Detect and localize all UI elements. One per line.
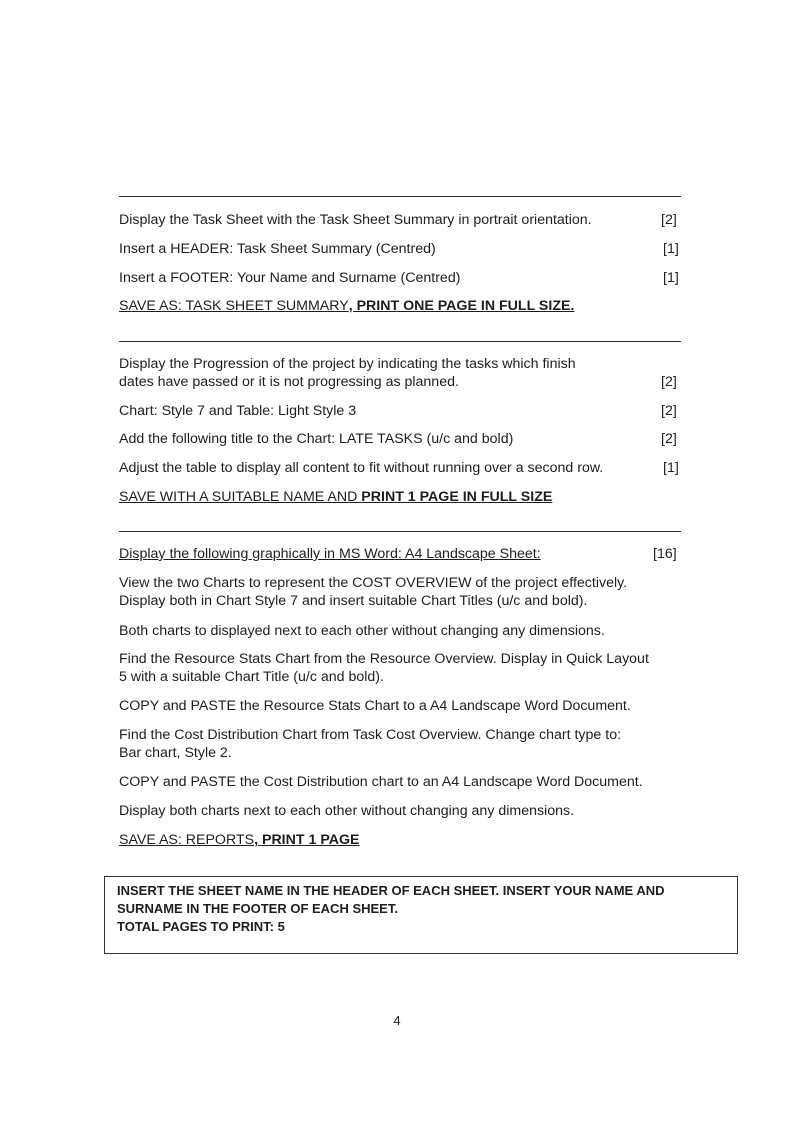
s3-save-instruction: [119, 831, 359, 849]
s1-task-3: Insert a FOOTER: Your Name and Surname (Centred): [119, 270, 461, 286]
s2-task-1-line-1: Display the Progression of the project by indicating the tasks which finish: [119, 356, 576, 372]
s3-heading-marks: [16]: [653, 546, 677, 562]
s2-task-3: Add the following title to the Chart: LATE TASKS (u/c and bold): [119, 431, 514, 447]
s3-save-plain: SAVE AS: REPORTS: [119, 832, 255, 848]
s3-save-bold: , PRINT 1 PAGE: [254, 832, 360, 848]
print-instructions-box: [104, 876, 738, 954]
s1-task-1: Display the Task Sheet with the Task Sheet Summary in portrait orientation.: [119, 212, 592, 228]
note-line-1: INSERT THE SHEET NAME IN THE HEADER OF EACH SHEET. INSERT YOUR NAME AND: [117, 883, 665, 898]
s3-item-5-line-1: Find the Cost Distribution Chart from Task Cost Overview. Change chart type to:: [119, 727, 622, 743]
s1-task-3-marks: [1]: [663, 270, 679, 286]
s1-task-2-marks: [1]: [663, 241, 679, 257]
s2-task-3-marks: [2]: [661, 431, 677, 447]
s2-task-1-marks: [2]: [661, 374, 677, 390]
s3-item-7: Display both charts next to each other without changing any dimensions.: [119, 803, 575, 819]
page-number: 4: [393, 1013, 401, 1028]
s2-task-2: Chart: Style 7 and Table: Light Style 3: [119, 403, 357, 419]
s2-task-4-marks: [1]: [663, 460, 679, 476]
s2-save-plain: SAVE WITH A SUITABLE NAME AND: [119, 489, 362, 505]
s3-item-5-line-2: Bar chart, Style 2.: [119, 745, 232, 761]
note-line-3: TOTAL PAGES TO PRINT: 5: [117, 919, 285, 934]
divider-3: [119, 531, 681, 532]
s3-item-2: Both charts to displayed next to each other without changing any dimensions.: [119, 623, 605, 639]
s3-item-3-line-2: 5 with a suitable Chart Title (u/c and bold).: [119, 669, 384, 685]
s3-item-1-line-2: Display both in Chart Style 7 and insert suitable Chart Titles (u/c and bold).: [119, 593, 588, 609]
divider-1: [119, 196, 681, 197]
s1-save-bold: , PRINT ONE PAGE IN FULL SIZE.: [348, 298, 575, 314]
s3-heading: Display the following graphically in MS Word: A4 Landscape Sheet:: [119, 546, 541, 562]
s3-item-1-line-1: View the two Charts to represent the COST OVERVIEW of the project effectively.: [119, 575, 628, 591]
s1-task-2: Insert a HEADER: Task Sheet Summary (Centred): [119, 241, 436, 257]
s3-item-4: COPY and PASTE the Resource Stats Chart to a A4 Landscape Word Document.: [119, 698, 631, 714]
divider-2: [119, 341, 681, 342]
s2-task-1-line-2: dates have passed or it is not progressing as planned.: [119, 374, 459, 390]
s2-save-bold: PRINT 1 PAGE IN FULL SIZE: [361, 489, 553, 505]
s2-save-instruction: [119, 488, 552, 506]
s3-item-3-line-1: Find the Resource Stats Chart from the Resource Overview. Display in Quick Layout: [119, 651, 649, 667]
s1-task-1-marks: [2]: [661, 212, 677, 228]
s2-task-4: Adjust the table to display all content to fit without running over a second row.: [119, 460, 604, 476]
s2-task-2-marks: [2]: [661, 403, 677, 419]
s1-save-plain: SAVE AS: TASK SHEET SUMMARY: [119, 298, 349, 314]
s3-item-6: COPY and PASTE the Cost Distribution chart to an A4 Landscape Word Document.: [119, 774, 643, 790]
s1-save-instruction: [119, 297, 574, 315]
note-line-2: SURNAME IN THE FOOTER OF EACH SHEET.: [117, 901, 398, 916]
